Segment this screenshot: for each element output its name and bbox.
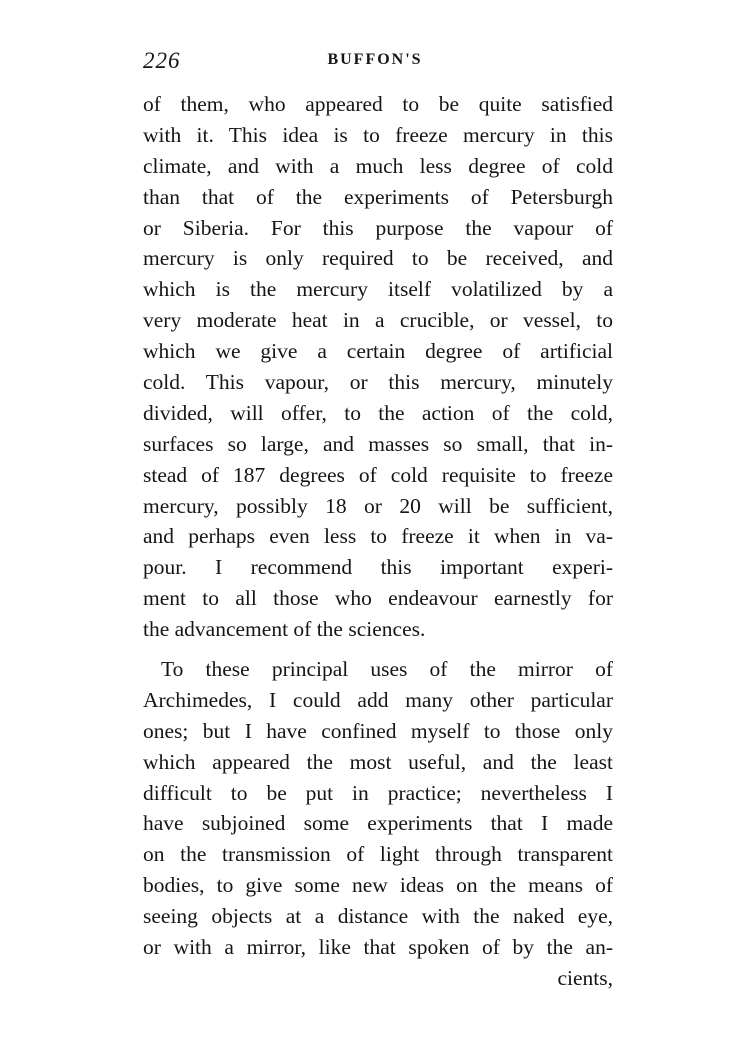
paragraph-1 bbox=[143, 89, 613, 645]
body-text bbox=[143, 89, 613, 994]
text-line: which is the mercury itself volatilized by a bbox=[143, 277, 613, 302]
text-line: divided, will offer, to the action of the cold, bbox=[143, 400, 613, 425]
catchword: cients, bbox=[557, 965, 613, 990]
text-line: ones; but I have confined myself to those only bbox=[143, 718, 613, 743]
text-line: which appeared the most useful, and the least bbox=[143, 749, 613, 774]
text-line: or Siberia. For this purpose the vapour of bbox=[143, 215, 613, 240]
text-line: than that of the experiments of Petersburgh bbox=[143, 184, 613, 209]
text-line: have subjoined some experiments that I made bbox=[143, 811, 613, 836]
text-line: mercury, possibly 18 or 20 will be sufficient, bbox=[143, 493, 613, 518]
text-line: with it. This idea is to freeze mercury in this bbox=[143, 122, 613, 147]
paragraph-2 bbox=[143, 654, 613, 994]
text-line: and perhaps even less to freeze it when in va- bbox=[143, 524, 613, 549]
text-line: or with a mirror, like that spoken of by the an- bbox=[143, 935, 613, 960]
text-line: seeing objects at a distance with the naked eye, bbox=[143, 904, 613, 929]
text-line: on the transmission of light through transparent bbox=[143, 842, 613, 867]
text-line: stead of 187 degrees of cold requisite to freeze bbox=[143, 462, 613, 487]
text-line: Archimedes, I could add many other particular bbox=[143, 687, 613, 712]
text-line: To these principal uses of the mirror of bbox=[161, 657, 613, 682]
paragraph-gap bbox=[143, 645, 613, 654]
page-number: 226 bbox=[143, 48, 181, 73]
text-line: surfaces so large, and masses so small, that in- bbox=[143, 431, 613, 456]
running-title: BUFFON'S bbox=[327, 51, 423, 68]
text-line: very moderate heat in a crucible, or vessel, to bbox=[143, 308, 613, 333]
text-line: which we give a certain degree of artificial bbox=[143, 339, 613, 364]
text-line: of them, who appeared to be quite satisfied bbox=[143, 92, 613, 116]
text-line: the advancement of the sciences. bbox=[143, 617, 426, 642]
text-line: difficult to be put in practice; nevertheless I bbox=[143, 780, 613, 805]
text-line: pour. I recommend this important experi- bbox=[143, 555, 613, 580]
text-line: cold. This vapour, or this mercury, minutely bbox=[143, 370, 613, 395]
text-line: mercury is only required to be received, and bbox=[143, 246, 613, 271]
text-line: climate, and with a much less degree of cold bbox=[143, 153, 613, 178]
text-line: bodies, to give some new ideas on the means of bbox=[143, 873, 613, 898]
text-line: ment to all those who endeavour earnestly for bbox=[143, 586, 613, 611]
running-head bbox=[140, 48, 610, 78]
